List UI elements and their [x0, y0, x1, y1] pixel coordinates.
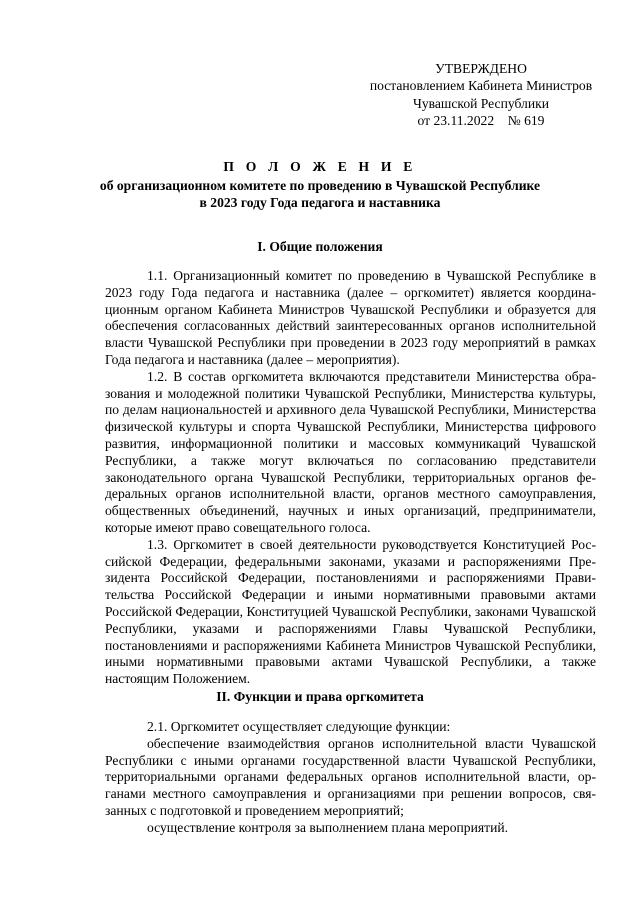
paragraph-2-1-item-2: осуществление контроля за выполнением плана мероприятий. [147, 819, 509, 835]
approval-authority: постановлением Кабинета Министров [369, 78, 593, 94]
approval-title: УТВЕРЖДЕНО [435, 61, 527, 76]
paragraph-2-1: 2.1. Оргкомитет осуществляет следующие функции: [147, 719, 451, 734]
section-functions-body [105, 719, 596, 837]
paragraph-2-1-item-1: обеспечение взаимодействия органов исполнительной власти Чувашской Республики с иными органами государственной власти Чувашской Республики, территориальными органами федеральных органов исполнительной власти, органами местного самоуправления и организациями при решении вопросов, связанных с подготовкой и проведением мероприятий; [105, 735, 596, 818]
section-general-body [105, 268, 596, 688]
paragraph-1-3: 1.3. Оргкомитет в своей деятельности руководствуется Конституцией Российской Федерации, федеральными законами, указами и распоряжениями Президента Российской Федерации, постановлениями и распоряжениями Правительства Российской Федерации и иными нормативными правовыми актами Российской Федерации, Конституцией Чувашской Республики, законами Чувашской Республики, указами и распоряжениями Главы Чувашской Республики, постановлениями и распоряжениями Кабинета Министров Чувашской Республики, иными нормативными правовыми актами Чувашской Республики, а также настоящим Положением. [105, 536, 596, 687]
approval-stamp [356, 60, 606, 130]
paragraph-1-2: 1.2. В состав оргкомитета включаются представители Министерства образования и молодежной политики Чувашской Республики, Министерства культуры, по делам национальностей и архивного дела Чувашской Республики, Министерства физической культуры и спорта Чувашской Республики, Министерства цифрового развития, информационной политики и массовых коммуникаций Чувашской Республики, а также могут включаться по согласованию представители законодательного органа Чувашской Республики, территориальных органов федеральных органов исполнительной власти, органов местного самоуправления, общественных объединений, научных и иных организаций, предприниматели, которые имеют право совещательного голоса. [105, 368, 596, 535]
section-heading-functions: II. Функции и права оргкомитета [216, 689, 424, 704]
document-subtitle-line2: в 2023 году Года педагога и наставника [199, 195, 441, 210]
section-heading-general: I. Общие положения [257, 239, 383, 254]
approval-republic: Чувашской Республики [413, 95, 549, 111]
document-title-main: П О Л О Ж Е Н И Е [223, 159, 417, 174]
document-subtitle-line1: об организационном комитете по проведению в Чувашской Республике [99, 178, 541, 193]
document-title [80, 158, 560, 211]
paragraph-1-1: 1.1. Организационный комитет по проведению в Чувашской Республике в 2023 году Года педагога и наставника (далее – оргкомитет) является координационным органом Кабинета Министров Чувашской Республики и образуется для обеспечения согласованных действий заинтересованных органов исполнительной власти Чувашской Республики при проведении в 2023 году мероприятий в рамках Года педагога и наставника (далее – мероприятия). [105, 268, 596, 367]
approval-date-number: от 23.11.2022 № 619 [417, 113, 545, 129]
